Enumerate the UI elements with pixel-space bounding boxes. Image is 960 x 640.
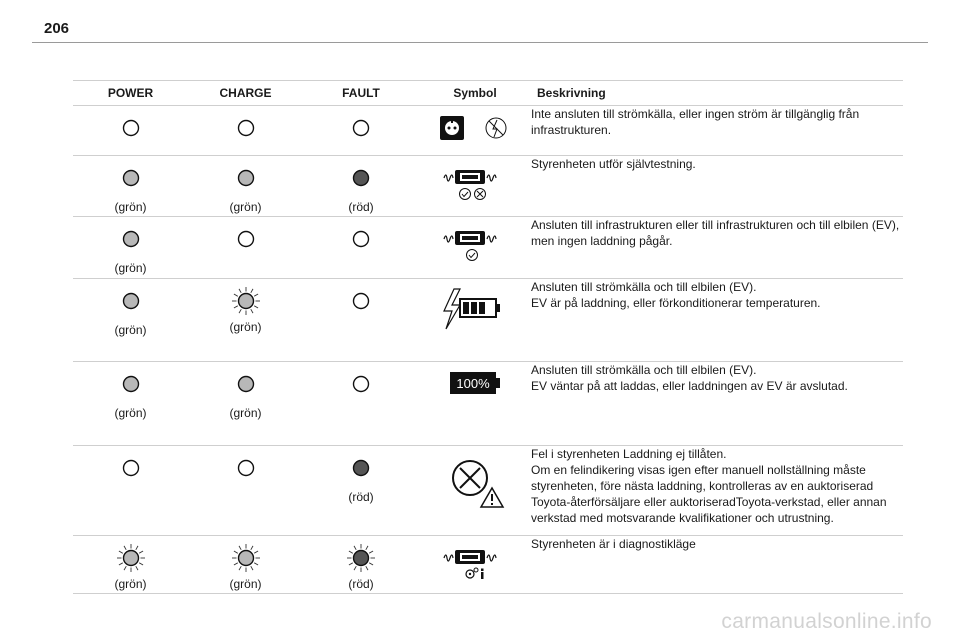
power-led-green-icon <box>73 229 188 249</box>
battery-charging-icon <box>419 287 531 331</box>
power-cell <box>73 156 188 217</box>
power-led-green-icon <box>73 291 188 311</box>
symbol-cell <box>419 156 531 217</box>
charge-cell <box>188 362 303 446</box>
power-cell <box>73 106 188 156</box>
power-led-label: (grön) <box>114 200 147 214</box>
page-number: 206 <box>44 20 70 37</box>
table-row <box>73 156 903 217</box>
description-cell <box>531 217 903 279</box>
battery-percent-text: 100% <box>456 376 490 391</box>
power-led-label: (grön) <box>114 577 147 591</box>
table-row <box>73 106 903 156</box>
charge-led-green-icon <box>188 168 303 188</box>
no-power-plug-icon <box>419 114 531 144</box>
header-fault: FAULT <box>303 81 419 106</box>
fault-warning-icon <box>419 454 531 510</box>
charge-led-green-icon <box>188 374 303 394</box>
power-led-label: (grön) <box>114 323 147 337</box>
fault-cell <box>303 217 419 279</box>
fault-cell <box>303 279 419 362</box>
fault-led-label: (röd) <box>348 490 374 504</box>
fault-cell <box>303 536 419 594</box>
table-row <box>73 446 903 536</box>
led-status-table <box>73 80 903 594</box>
charge-cell <box>188 156 303 217</box>
description-text: Styrenheten utför självtestning. <box>531 157 696 171</box>
fault-led-off-icon <box>303 374 419 394</box>
charge-led-label: (grön) <box>229 200 262 214</box>
charge-led-off-icon <box>188 229 303 249</box>
charge-led-blink-green-icon <box>188 286 303 316</box>
description-cell <box>531 156 903 217</box>
fault-cell <box>303 156 419 217</box>
table-header-row <box>73 81 903 106</box>
header-description: Beskrivning <box>531 81 903 106</box>
description-text: EV är på laddning, eller förkonditionerar temperaturen. <box>531 296 821 310</box>
charger-connected-icon <box>419 225 531 261</box>
fault-led-off-icon <box>303 229 419 249</box>
fault-cell <box>303 106 419 156</box>
charge-cell <box>188 536 303 594</box>
charge-led-label: (grön) <box>229 406 262 420</box>
fault-led-label: (röd) <box>348 577 374 591</box>
symbol-cell <box>419 279 531 362</box>
charger-diagnostic-icon <box>419 544 531 580</box>
header-charge: CHARGE <box>188 81 303 106</box>
charge-led-blink-green-icon <box>188 543 303 573</box>
power-cell <box>73 446 188 536</box>
battery-full-icon <box>419 370 531 396</box>
power-led-green-icon <box>73 168 188 188</box>
charger-selftest-icon <box>419 164 531 200</box>
header-power: POWER <box>73 81 188 106</box>
power-cell <box>73 217 188 279</box>
watermark: carmanualsonline.info <box>721 610 932 633</box>
fault-led-red-icon <box>303 458 419 478</box>
power-led-off-icon <box>73 458 188 478</box>
power-led-label: (grön) <box>114 406 147 420</box>
fault-cell <box>303 362 419 446</box>
fault-led-blink-red-icon <box>303 543 419 573</box>
table-row <box>73 217 903 279</box>
power-cell <box>73 536 188 594</box>
description-text: Fel i styrenheten Laddning ej tillåten. <box>531 447 727 461</box>
description-cell <box>531 536 903 594</box>
table-row <box>73 279 903 362</box>
header-symbol: Symbol <box>419 81 531 106</box>
description-text: Ansluten till infrastrukturen eller till infrastrukturen och till elbilen (EV), men ingen laddning pågår. <box>531 218 900 248</box>
symbol-cell <box>419 446 531 536</box>
power-led-label: (grön) <box>114 261 147 275</box>
power-cell <box>73 279 188 362</box>
description-text: Ansluten till strömkälla och till elbilen (EV). <box>531 363 757 377</box>
description-cell <box>531 106 903 156</box>
charge-led-label: (grön) <box>229 577 262 591</box>
description-text: Om en felindikering visas igen efter manuell nollställning måste styrenheten, före nästa laddning, kontrolleras av en auktoriserad Toyota-återförsäljare eller auktoriseradToyota-verkstad, eller annan verkstad med motsvarande kvalifikationer och utrustning. <box>531 463 887 525</box>
symbol-cell <box>419 536 531 594</box>
fault-cell <box>303 446 419 536</box>
charge-cell <box>188 446 303 536</box>
description-text: Styrenheten är i diagnostikläge <box>531 537 696 551</box>
power-led-green-icon <box>73 374 188 394</box>
charge-cell <box>188 106 303 156</box>
header-rule <box>32 42 928 43</box>
symbol-cell <box>419 217 531 279</box>
description-cell <box>531 362 903 446</box>
power-led-blink-green-icon <box>73 543 188 573</box>
charge-led-off-icon <box>188 458 303 478</box>
description-text: EV väntar på att laddas, eller laddningen av EV är avslutad. <box>531 379 848 393</box>
charge-cell <box>188 217 303 279</box>
fault-led-off-icon <box>303 291 419 311</box>
power-cell <box>73 362 188 446</box>
power-led-off-icon <box>73 118 188 138</box>
fault-led-label: (röd) <box>348 200 374 214</box>
description-text: Ansluten till strömkälla och till elbilen (EV). <box>531 280 757 294</box>
symbol-cell <box>419 106 531 156</box>
description-cell <box>531 446 903 536</box>
description-cell <box>531 279 903 362</box>
description-text: Inte ansluten till strömkälla, eller ingen ström är tillgänglig från infrastrukturen. <box>531 107 860 137</box>
symbol-cell <box>419 362 531 446</box>
fault-led-off-icon <box>303 118 419 138</box>
charge-cell <box>188 279 303 362</box>
fault-led-red-icon <box>303 168 419 188</box>
charge-led-label: (grön) <box>229 320 262 334</box>
charge-led-off-icon <box>188 118 303 138</box>
table-row <box>73 536 903 594</box>
table-row <box>73 362 903 446</box>
